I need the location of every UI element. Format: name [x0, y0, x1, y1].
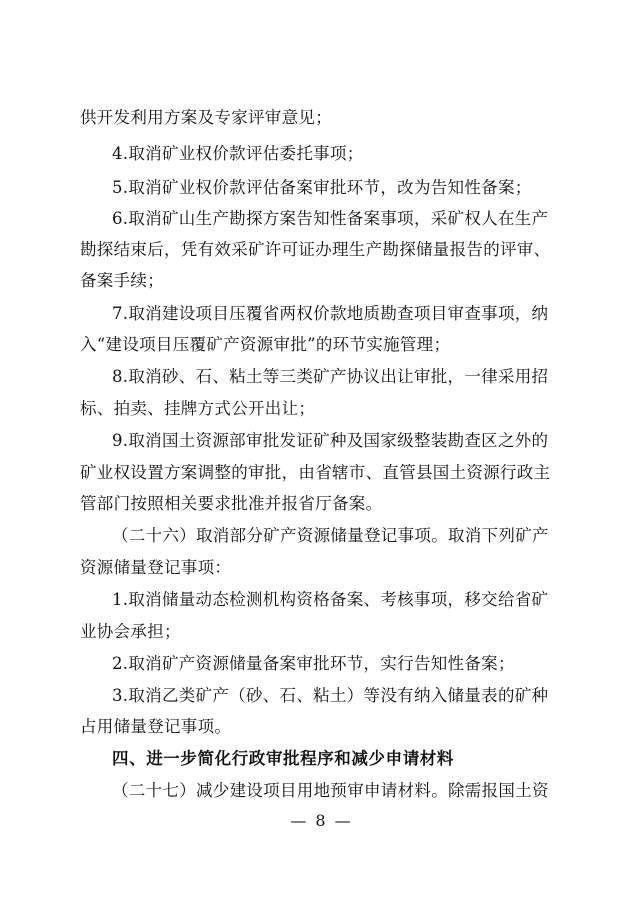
page-number: — 8 — [290, 811, 353, 830]
paragraph-line: 9.取消国土资源部审批发证矿种及国家级整装勘查区之外的 [112, 431, 549, 450]
paragraph-line: 勘探结束后，凭有效采矿许可证办理生产勘探储量报告的评审、 [80, 240, 551, 259]
paragraph-line: 3.取消乙类矿产（砂、石、粘土）等没有纳入储量表的矿种 [112, 686, 549, 705]
paragraph-line: 标、拍卖、挂牌方式公开出让； [80, 399, 316, 418]
paragraph-line: （二十六）取消部分矿产资源储量登记事项。取消下列矿产 [112, 526, 549, 545]
paragraph-line: 业协会承担； [80, 622, 181, 641]
paragraph-line: 1.取消储量动态检测机构资格备案、考核事项，移交给省矿 [112, 590, 549, 609]
paragraph-line: 占用储量登记事项。 [80, 717, 232, 736]
paragraph-line: 7.取消建设项目压覆省两权价款地质勘查项目审查事项，纳 [112, 304, 549, 323]
paragraph-line: 管部门按照相关要求批准并报省厅备案。 [80, 494, 383, 513]
paragraph-line: （二十七）减少建设项目用地预审申请材料。除需报国土资 [112, 781, 549, 800]
paragraph-line: 5.取消矿业权价款评估备案审批环节，改为告知性备案； [112, 178, 532, 197]
paragraph-line: 矿业权设置方案调整的审批，由省辖市、直管县国土资源行政主 [80, 463, 551, 482]
paragraph-line: 6.取消矿山生产勘探方案告知性备案事项，采矿权人在生产 [112, 209, 549, 228]
section-heading: 四、进一步简化行政审批程序和减少申请材料 [112, 749, 454, 768]
paragraph-line: 资源储量登记事项： [80, 558, 232, 577]
paragraph-line: 入“建设项目压覆矿产资源审批”的环节实施管理； [80, 335, 451, 354]
paragraph-line: 备案手续； [80, 271, 164, 290]
paragraph-line: 供开发利用方案及专家评审意见； [80, 108, 332, 127]
paragraph-line: 2.取消矿产资源储量备案审批环节，实行告知性备案； [112, 654, 515, 673]
paragraph-line: 4.取消矿业权价款评估委托事项； [112, 144, 364, 163]
paragraph-line: 8.取消砂、石、粘土等三类矿产协议出让审批，一律采用招 [112, 367, 549, 386]
